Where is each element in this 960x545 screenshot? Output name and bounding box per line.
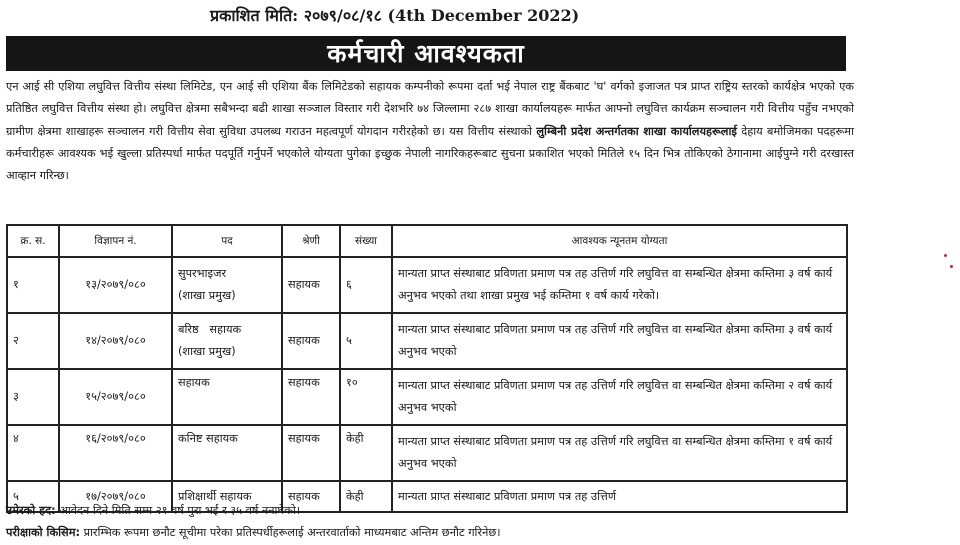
published-label: प्रकाशित मिति: [210, 6, 299, 25]
published-date [210, 4, 670, 26]
post-subtitle: (शाखा प्रमुख) [178, 345, 236, 358]
cell-level: सहायक [282, 257, 340, 313]
cell-qualification: मान्यता प्राप्त संस्थाबाट प्रविणता प्रमाण पत्र तह उत्तिर्ण गरि लघुवित्त वा सम्बन्धित क्षेत्रमा कम्तिमा ३ वर्ष कार्य अनुभव भएको [392, 313, 847, 369]
cell-sn: ३ [7, 369, 59, 425]
header-count: संख्या [340, 225, 392, 257]
header-ad-no: विज्ञापन नं. [59, 225, 172, 257]
intro-text-1: एन आई सी एशिया लघुवित्त वित्तीय संस्था लिमिटेड, एन आई सी एशिया बैंक लिमिटेडको सहायक कम्पनीको रूपमा दर्ता भई नेपाल राष्ट्र बैंकबाट 'घ' वर्गको इजाजत पत्र प्राप्त राष्ट्रिय स्तरको कार्यक्षेत्र भएको एक प्रतिष्ठित लघुवित्त वित्तीय संस्था हो। लघुवित्त क्षेत्रमा सबैभन्दा बढी शाखा सञ्जाल विस्तार गरी देशभरि ७४ जिल्लामा २८७ शाखा कार्यालयहरू मार्फत आफ्नो लघुवित्त कार्यक्रम सञ्चालन गरी वित्तीय पहुँच नभएको ग्रामीण क्षेत्रमा शाखाहरू सञ्चालन गरी वित्तीय सेवा सुविधा उपलब्ध गराउन महत्वपूर्ण योगदान गरीरहेको छ। यस वित्तीय संस्थाको [6, 80, 854, 138]
cell-count: १० [340, 369, 392, 425]
cell-level: सहायक [282, 313, 340, 369]
published-date-np: २०७९/०८/१८ [303, 6, 382, 25]
red-dot [944, 254, 947, 257]
vacancy-banner: कर्मचारी आवश्यकता [6, 36, 846, 71]
post-subtitle: (शाखा प्रमुख) [178, 289, 236, 302]
age-limit-note [6, 500, 906, 522]
intro-bold-text: लुम्बिनी प्रदेश अन्तर्गतका शाखा कार्यालयहरूलाई [536, 124, 737, 138]
cell-level: सहायक [282, 481, 340, 512]
cell-ad-no: १७/२०७९/०८० [59, 481, 172, 512]
cell-post: सहायक [172, 369, 282, 425]
cell-qualification: मान्यता प्राप्त संस्थाबाट प्रविणता प्रमाण पत्र तह उत्तिर्ण गरि लघुवित्त वा सम्बन्धित क्षेत्रमा कम्तिमा १ वर्ष कार्य अनुभव भएको [392, 425, 847, 481]
cell-sn: १ [7, 257, 59, 313]
age-limit-text: आवेदन दिने मिति सम्म २१ वर्ष पुरा भई र ३५ वर्ष ननाघेको। [59, 504, 301, 517]
cell-post: कनिष्ट सहायक [172, 425, 282, 481]
exam-type-note [6, 522, 906, 544]
exam-type-label: परीक्षाको किसिम: [6, 526, 80, 539]
cell-ad-no: १६/२०७९/०८० [59, 425, 172, 481]
intro-paragraph [6, 76, 854, 187]
post-title: बरिष्ठ सहायक [178, 323, 242, 336]
cell-level: सहायक [282, 369, 340, 425]
table-header-row [7, 225, 847, 257]
cell-count: ६ [340, 257, 392, 313]
published-date-en: (4th December 2022) [387, 6, 580, 25]
cell-qualification: मान्यता प्राप्त संस्थाबाट प्रविणता प्रमाण पत्र तह उत्तिर्ण [392, 481, 847, 512]
cell-post [172, 257, 282, 313]
table-row [7, 425, 847, 481]
cell-sn: ५ [7, 481, 59, 512]
exam-type-text: प्रारम्भिक रूपमा छनौट सूचीमा परेका प्रतिस्पर्धीहरूलाई अन्तरवार्ताको माध्यमबाट अन्तिम छनौट गरिनेछ। [83, 526, 501, 539]
cell-count: ५ [340, 313, 392, 369]
cell-count: केही [340, 481, 392, 512]
post-title: सुपरभाइजर [178, 267, 227, 280]
vacancy-table [6, 224, 848, 513]
header-qualification: आवश्यक न्यूनतम योग्यता [392, 225, 847, 257]
cell-qualification: मान्यता प्राप्त संस्थाबाट प्रविणता प्रमाण पत्र तह उत्तिर्ण गरि लघुवित्त वा सम्बन्धित क्षेत्रमा कम्तिमा ३ वर्ष कार्य अनुभव भएको तथा शाखा प्रमुख भई कम्तिमा १ वर्ष कार्य गरेको। [392, 257, 847, 313]
cell-count: केही [340, 425, 392, 481]
table-row [7, 313, 847, 369]
header-level: श्रेणी [282, 225, 340, 257]
header-post: पद [172, 225, 282, 257]
red-dot [950, 265, 953, 268]
age-limit-label: उमेरको हद: [6, 504, 56, 517]
cell-sn: २ [7, 313, 59, 369]
intro-text-2: देहाय बमोजिमका पदहरूमा कर्मचारीहरू आवश्यक भई खुल्ला प्रतिस्पर्धा मार्फत पदपूर्ति गर्नुपर्ने भएकोले योग्यता पुगेका इच्छुक नेपाली नागरिकहरूबाट सुचना प्रकाशित भएको मितिले १५ दिन भित्र तोकिएको ठेगानामा आईपुग्ने गरी दरखास्त आव्हान गरिन्छ। [6, 124, 854, 183]
cell-ad-no: १४/२०७९/०८० [59, 313, 172, 369]
cell-sn: ४ [7, 425, 59, 481]
cell-ad-no: १३/२०७९/०८० [59, 257, 172, 313]
cell-post: प्रशिक्षार्थी सहायक [172, 481, 282, 512]
header-sn: क्र. स. [7, 225, 59, 257]
cell-ad-no: १५/२०७९/०८० [59, 369, 172, 425]
cell-level: सहायक [282, 425, 340, 481]
table-row [7, 257, 847, 313]
table-row [7, 369, 847, 425]
notes-section [6, 500, 906, 544]
cell-qualification: मान्यता प्राप्त संस्थाबाट प्रविणता प्रमाण पत्र तह उत्तिर्ण गरि लघुवित्त वा सम्बन्धित क्षेत्रमा कम्तिमा २ वर्ष कार्य अनुभव भएको [392, 369, 847, 425]
cell-post [172, 313, 282, 369]
